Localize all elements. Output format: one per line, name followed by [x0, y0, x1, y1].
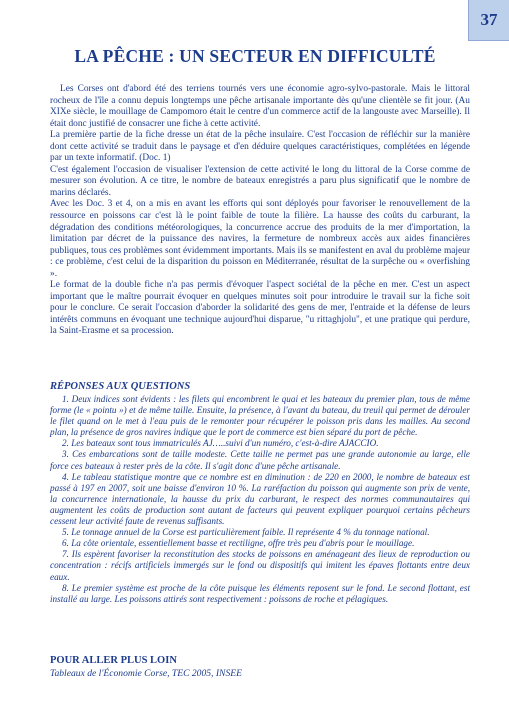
answer-item-4: 4. Le tableau statistique montre que ce nombre est en diminution : de 220 en 2000, le nombre de bateaux est passé à 197 en 2007, soit une baisse d'environ 10 %. La raréfaction du poisson qui augmente son prix de vente, la concurrence internationale, la hausse du prix du carburant, le respect des normes communautaires qui augmentent les coûts de production sont autant de facteurs qui peuvent expliquer pourquoi certains pêcheurs cessent leur activité faute de revenus suffisants.: [50, 471, 470, 527]
answer-item-2: 2. Les bateaux sont tous immatriculés AJ…..suivi d'un numéro, c'est-à-dire AJACCIO.: [62, 438, 379, 449]
answer-item-8: 8. Le premier système est proche de la côte puisque les éléments reposent sur le fond. Le second flottant, est installé au large. Les poissons attirés sont respectivement : poissons de roche et pélagiques.: [50, 582, 470, 604]
further-reading-heading: POUR ALLER PLUS LOIN: [50, 655, 177, 666]
further-reading-reference: Tableaux de l'Économie Corse, TEC 2005, INSEE: [50, 668, 242, 679]
answers-list: [50, 394, 470, 605]
page-title: LA PÊCHE : UN SECTEUR EN DIFFICULTÉ: [74, 46, 436, 66]
intro-paragraph-3: C'est également l'occasion de visualiser l'extension de cette activité le long du littoral de la Corse comme de mesurer son évolution. A ce titre, le nombre de bateaux enregistrés a paru plus significatif que le nombre de marins déclarés.: [50, 164, 470, 198]
intro-paragraph-4: Avec les Doc. 3 et 4, on a mis en avant les efforts qui sont déployés pour favoriser le renouvellement de la ressource en poissons car c'est là le point faible de toute la filière. La hausse des coûts du carburant, la dégradation des conditions météorologiques, la concurrence accrue des produits de la mer d'importation, la limitation par décret de la puissance des navires, la fermeture de nombreux accès aux aides financières publiques, tous ces problèmes sont évidemment importants. Mais ils se manifestent en aval du problème majeur : ce problème, c'est celui de la disparition du poisson en Méditerranée, résultat de la surpêche ou « overfishing ».: [50, 199, 470, 279]
intro-paragraph-5: Le format de la double fiche n'a pas permis d'évoquer l'aspect sociétal de la pêche en mer. C'est un aspect important que le maître pourrait évoquer en quelques minutes soit pour introduire le travail sur la fiche soit pour le conclure. Ce serait l'occasion d'aborder la solidarité des gens de mer, l'entraide et la défense de leurs intérêts communs en évoquant une technique aujourd'hui disparue, "u rittaghjolu", et une pratique qui perdure, la Saint-Erasme et sa procession.: [50, 280, 470, 337]
answer-item-7: 7. Ils espèrent favoriser la reconstitution des stocks de poissons en aménageant des lieux de reproduction ou concentration : récifs artificiels immergés sur le fond ou dispositifs qui imitent les épaves flottants entre deux eaux.: [50, 549, 470, 582]
answer-item-1: 1. Deux indices sont évidents : les filets qui encombrent le quai et les bateaux du premier plan, tous de même forme (le « pointu ») et de même taille. Ensuite, la présence, à l'avant du bateau, du treuil qui permet de dérouler le filet quand on le met à l'eau puis de le remonter pour récupérer le poisson pris dans les mailles. Au second plan, la présence de gros navires indique que le port de commerce est bien séparé du port de pêche.: [50, 394, 470, 438]
intro-text: [50, 84, 470, 338]
answers-heading: RÉPONSES AUX QUESTIONS: [50, 381, 191, 392]
page-number: 37: [468, 0, 509, 41]
answer-item-5: 5. Le tonnage annuel de la Corse est particulièrement faible. Il représente 4 % du tonnage national.: [62, 527, 430, 538]
intro-paragraph-1: Les Corses ont d'abord été des terriens tournés vers une économie agro-sylvo-pastorale. Mais le littoral rocheux de l'île a connu depuis longtemps une pêche artisanale importante dès qu'une clientèle se fit jour. (Au XIXe siècle, le mouillage de Campomoro était le centre d'un commerce actif de la langouste avec Marseille). Il était donc justifié de consacrer une fiche à cette activité.: [50, 84, 470, 129]
answer-item-3: 3. Ces embarcations sont de taille modeste. Cette taille ne permet pas une grande autonomie au large, elle force ces bateaux à rester près de la côte. Il s'agit donc d'une pêche artisanale.: [50, 449, 470, 471]
intro-paragraph-2: La première partie de la fiche dresse un état de la pêche insulaire. C'est l'occasion de réfléchir sur la manière dont cette activité se traduit dans le paysage et d'en déduire quelques caractéristiques, complétées en légende par un texte informatif. (Doc. 1): [50, 130, 470, 164]
answer-item-6: 6. La côte orientale, essentiellement basse et rectiligne, offre très peu d'abris pour le mouillage.: [62, 538, 415, 549]
